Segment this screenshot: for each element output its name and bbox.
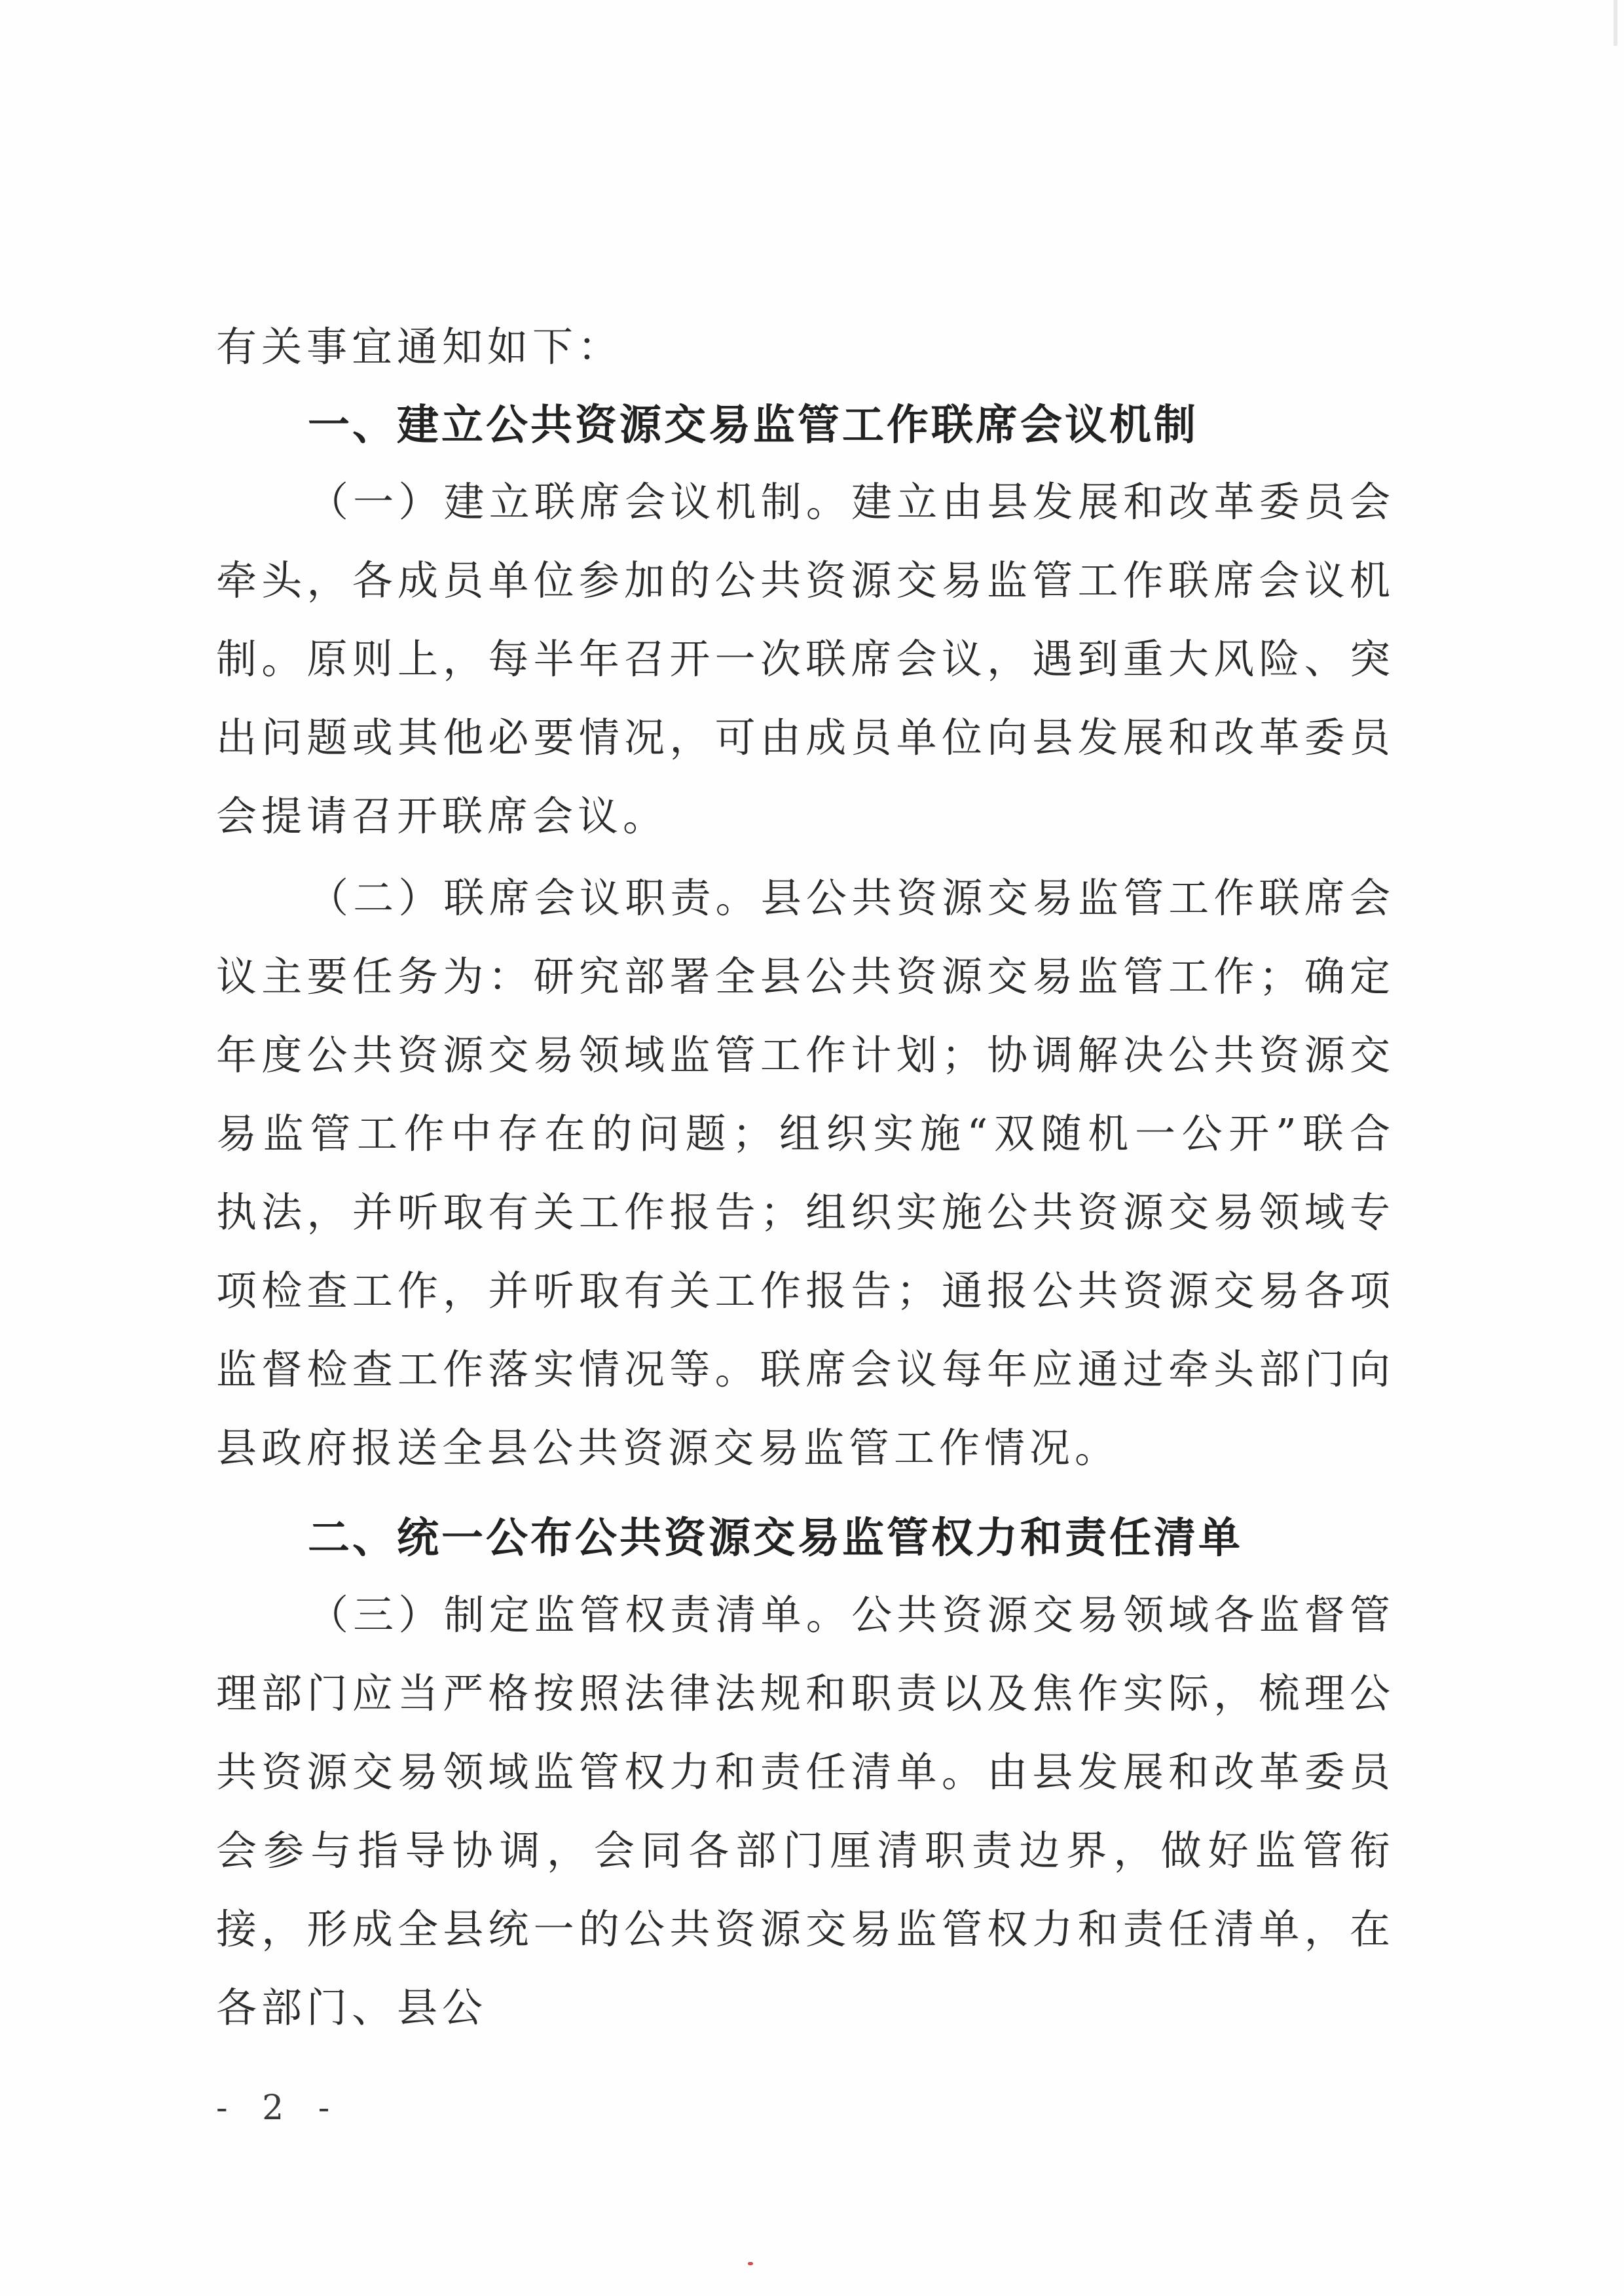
scan-edge-mark bbox=[1614, 0, 1617, 46]
page-number: - 2 - bbox=[216, 2088, 342, 2128]
intro-line: 有关事宜通知如下： bbox=[216, 323, 623, 371]
paragraph-2: （二）联席会议职责。县公共资源交易监管工作联席会议主要任务为：研究部署全县公共资源交易监管工作；确定年度公共资源交易领域监管工作计划；协调解决公共资源交易监管工作中存在的问题；组织实施“双随机一公开”联合执法，并听取有关工作报告；组织实施公共资源交易领域专项检查工作，并听取有关工作报告；通报公共资源交易各项监督检查工作落实情况等。联席会议每年应通过牵头部门向县政府报送全县公共资源交易监管工作情况。 bbox=[216, 874, 1395, 1472]
section-1-heading: 一、建立公共资源交易监管工作联席会议机制 bbox=[308, 401, 1198, 450]
section-2-heading: 二、统一公布公共资源交易监管权力和责任清单 bbox=[308, 1514, 1243, 1563]
paragraph-1: （一）建立联席会议机制。建立由县发展和改革委员会牵头，各成员单位参加的公共资源交易监管工作联席会议机制。原则上，每半年召开一次联席会议，遇到重大风险、突出问题或其他必要情况，可由成员单位向县发展和改革委员会提请召开联席会议。 bbox=[216, 478, 1395, 840]
paragraph-3: （三）制定监管权责清单。公共资源交易领域各监督管理部门应当严格按照法律法规和职责以及焦作实际，梳理公共资源交易领域监管权力和责任清单。由县发展和改革委员会参与指导协调，会同各部门厘清职责边界，做好监管衔接，形成全县统一的公共资源交易监管权力和责任清单，在各部门、县公 bbox=[216, 1591, 1395, 2032]
scan-artifact-mark bbox=[748, 2262, 753, 2265]
